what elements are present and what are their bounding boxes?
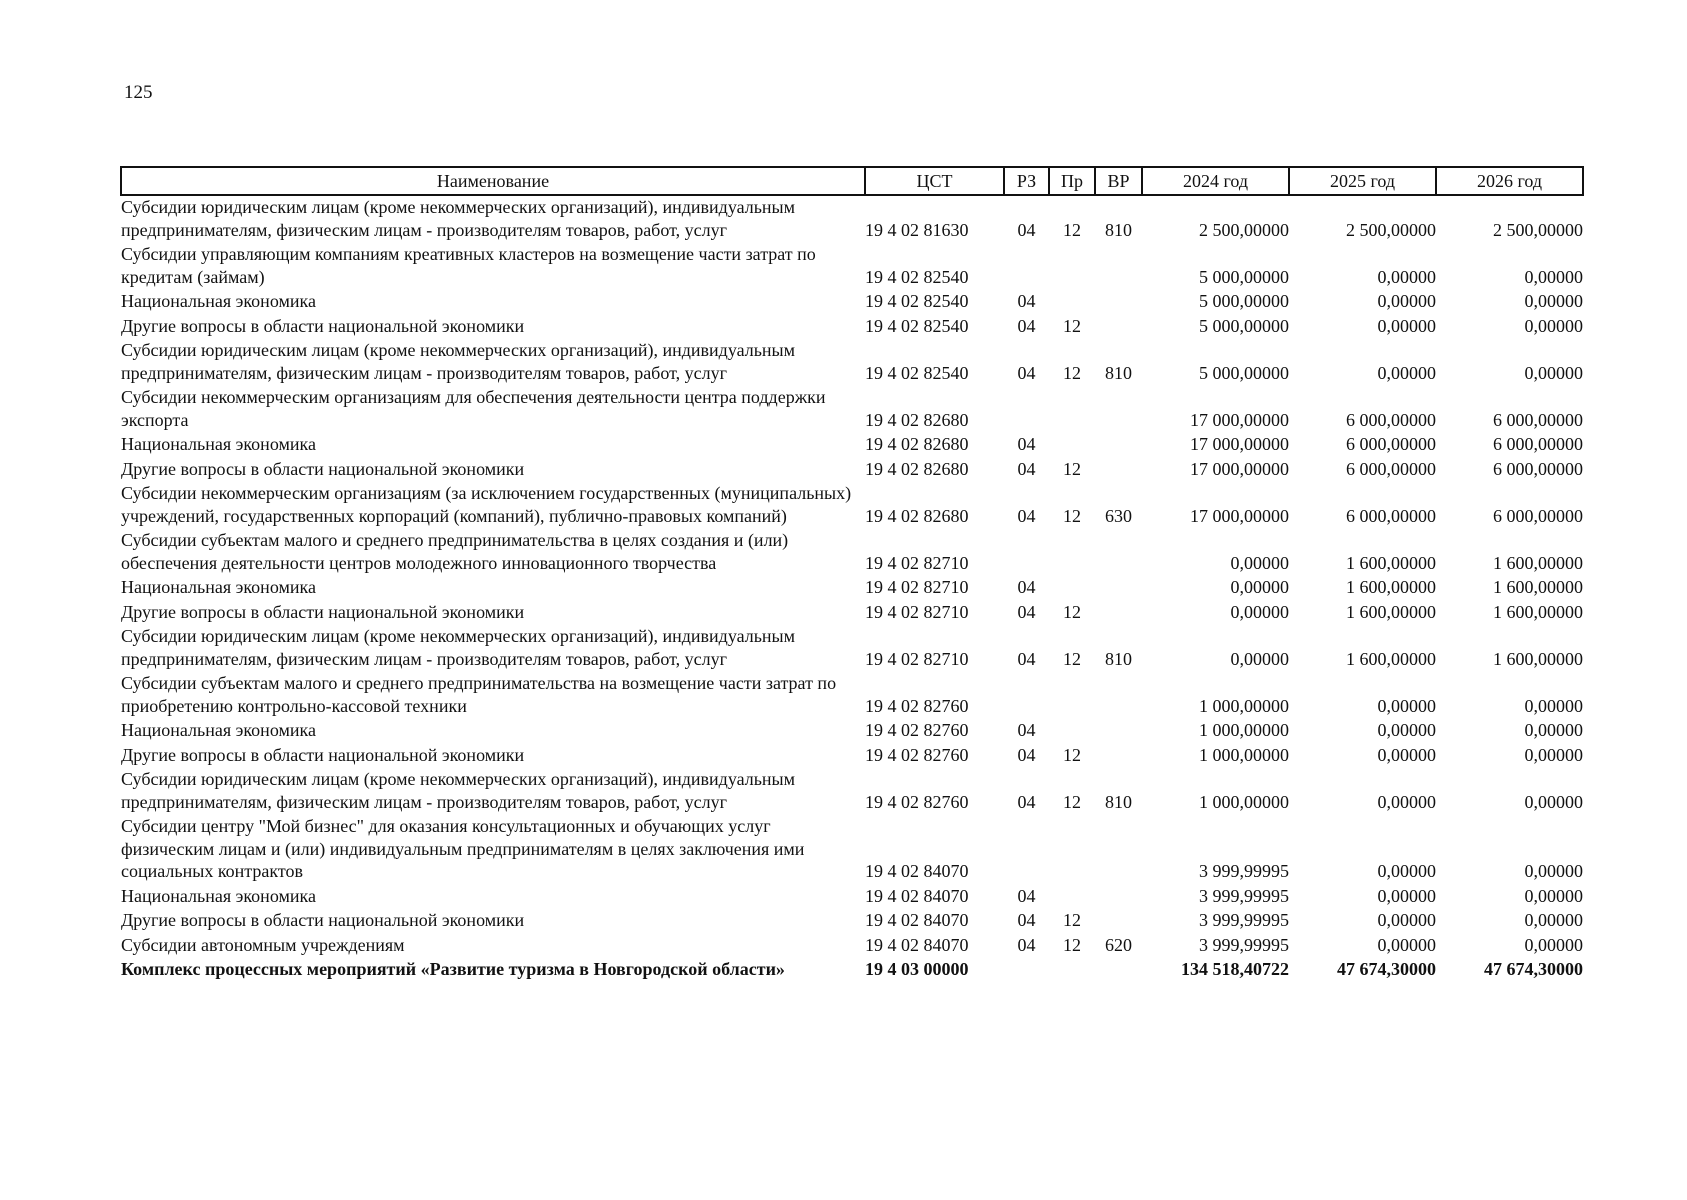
- cell-vr: 630: [1105, 505, 1132, 526]
- table-row: [121, 672, 1583, 719]
- cell-2026: 47 674,30000: [1484, 959, 1583, 979]
- table-row: [121, 576, 1583, 601]
- cell-2025: 2 500,00000: [1346, 219, 1436, 240]
- cell-vr: [1095, 958, 1142, 983]
- cell-rz: 04: [1017, 362, 1036, 383]
- cell-pr: 12: [1063, 791, 1081, 812]
- cell-vr: [1095, 529, 1142, 576]
- cell-2026: 6 000,00000: [1493, 434, 1583, 454]
- cell-rz: 04: [1017, 744, 1036, 765]
- cell-pr: 12: [1063, 362, 1081, 383]
- cell-2026: 2 500,00000: [1493, 219, 1583, 240]
- header-vr: ВР: [1095, 167, 1142, 195]
- cell-vr: [1095, 433, 1142, 458]
- cell-2025: 1 600,00000: [1346, 648, 1436, 669]
- cell-2025: 0,00000: [1377, 934, 1436, 955]
- cell-vr: [1095, 672, 1142, 719]
- cell-vr: 810: [1105, 791, 1132, 812]
- cell-name: Субсидии автономным учреждениям: [121, 934, 405, 955]
- cell-2024: 17 000,00000: [1190, 409, 1289, 430]
- cell-pr: 12: [1063, 458, 1081, 479]
- cell-rz: 04: [1017, 219, 1036, 240]
- cell-rz: [1004, 529, 1049, 576]
- cell-2026: 0,00000: [1524, 291, 1583, 311]
- table-row: [121, 719, 1583, 744]
- cell-vr: [1095, 885, 1142, 910]
- cell-vr: 810: [1105, 219, 1132, 240]
- table-row: [121, 601, 1583, 626]
- cell-name: Другие вопросы в области национальной экономики: [121, 458, 525, 479]
- cell-cst: 19 4 02 84070: [865, 885, 969, 906]
- cell-2026: 0,00000: [1524, 791, 1583, 812]
- cell-name: Национальная экономика: [121, 291, 316, 311]
- cell-name: Субсидии управляющим компаниям креативных кластеров на возмещение части затрат по кредитам (займам): [121, 244, 816, 287]
- cell-2024: 134 518,40722: [1181, 959, 1289, 979]
- cell-2024: 5 000,00000: [1199, 291, 1289, 311]
- cell-2024: 3 999,99995: [1199, 934, 1289, 955]
- cell-2025: 6 000,00000: [1346, 409, 1436, 430]
- cell-vr: [1095, 744, 1142, 769]
- cell-name: Субсидии центру "Мой бизнес" для оказания консультационных и обучающих услуг физическим лицам и (или) индивидуальным предпринимателям в целях заключения ими социальных контрактов: [121, 816, 805, 881]
- cell-pr: [1049, 885, 1095, 910]
- cell-pr: [1049, 576, 1095, 601]
- cell-pr: 12: [1063, 505, 1081, 526]
- cell-2025: 0,00000: [1377, 720, 1436, 740]
- cell-2024: 5 000,00000: [1199, 266, 1289, 287]
- header-2024: 2024 год: [1142, 167, 1289, 195]
- cell-cst: 19 4 02 82760: [865, 695, 969, 716]
- cell-2026: 6 000,00000: [1493, 458, 1583, 479]
- cell-2024: 3 999,99995: [1199, 910, 1289, 930]
- cell-2025: 0,00000: [1377, 315, 1436, 336]
- cell-cst: 19 4 02 84070: [865, 934, 969, 955]
- cell-vr: 620: [1105, 934, 1132, 955]
- cell-cst: 19 4 02 82710: [865, 552, 969, 573]
- cell-cst: 19 4 02 82710: [865, 601, 969, 622]
- cell-pr: [1049, 433, 1095, 458]
- cell-2024: 5 000,00000: [1199, 315, 1289, 336]
- cell-2026: 0,00000: [1524, 362, 1583, 383]
- cell-vr: [1095, 909, 1142, 934]
- page-number: 125: [124, 82, 153, 103]
- cell-pr: 12: [1063, 315, 1081, 336]
- cell-2025: 6 000,00000: [1346, 434, 1436, 454]
- cell-2024: 1 000,00000: [1199, 744, 1289, 765]
- table-row: [121, 885, 1583, 910]
- cell-2025: 0,00000: [1377, 791, 1436, 812]
- cell-cst: 19 4 02 82760: [865, 791, 969, 812]
- cell-name: Другие вопросы в области национальной экономики: [121, 744, 525, 765]
- cell-2025: 0,00000: [1377, 885, 1436, 906]
- cell-rz: 04: [1017, 934, 1036, 955]
- cell-rz: 04: [1017, 910, 1036, 930]
- cell-2024: 17 000,00000: [1190, 458, 1289, 479]
- cell-vr: [1095, 315, 1142, 340]
- table-row: [121, 433, 1583, 458]
- cell-2025: 0,00000: [1377, 362, 1436, 383]
- cell-rz: 04: [1017, 577, 1036, 597]
- cell-cst: 19 4 02 82680: [865, 434, 969, 454]
- cell-2025: 0,00000: [1377, 695, 1436, 716]
- table-row: [121, 958, 1583, 983]
- table-row: [121, 482, 1583, 529]
- cell-pr: [1049, 672, 1095, 719]
- cell-name: Национальная экономика: [121, 885, 316, 906]
- cell-2025: 0,00000: [1377, 744, 1436, 765]
- cell-2025: 1 600,00000: [1346, 601, 1436, 622]
- cell-rz: [1004, 672, 1049, 719]
- cell-cst: 19 4 02 81630: [865, 219, 969, 240]
- cell-vr: 810: [1105, 648, 1132, 669]
- cell-2024: 2 500,00000: [1199, 219, 1289, 240]
- cell-rz: 04: [1017, 791, 1036, 812]
- cell-pr: [1049, 243, 1095, 290]
- cell-rz: 04: [1017, 885, 1036, 906]
- cell-pr: [1049, 290, 1095, 315]
- cell-name: Субсидии субъектам малого и среднего предпринимательства в целях создания и (или) обеспечения деятельности центров молодежного инновационного творчества: [121, 530, 789, 573]
- cell-2024: 5 000,00000: [1199, 362, 1289, 383]
- cell-name: Другие вопросы в области национальной экономики: [121, 910, 525, 930]
- table-row: [121, 386, 1583, 433]
- cell-pr: [1049, 958, 1095, 983]
- cell-pr: 12: [1063, 648, 1081, 669]
- cell-rz: 04: [1017, 315, 1036, 336]
- cell-name: Национальная экономика: [121, 577, 316, 597]
- cell-2026: 0,00000: [1524, 744, 1583, 765]
- cell-rz: 04: [1017, 291, 1036, 311]
- cell-pr: 12: [1063, 934, 1081, 955]
- table-row: [121, 815, 1583, 885]
- cell-name: Субсидии субъектам малого и среднего предпринимательства на возмещение части затрат по приобретению контрольно-кассовой техники: [121, 673, 837, 716]
- cell-vr: [1095, 719, 1142, 744]
- cell-2026: 0,00000: [1524, 266, 1583, 287]
- cell-name: Субсидии юридическим лицам (кроме некоммерческих организаций), индивидуальным предпринимателям, физическим лицам - производителям товаров, работ, услуг: [121, 340, 796, 383]
- cell-vr: [1095, 386, 1142, 433]
- cell-2024: 3 999,99995: [1199, 861, 1289, 881]
- cell-2026: 0,00000: [1524, 885, 1583, 906]
- budget-table: [120, 166, 1584, 983]
- cell-name: Субсидии юридическим лицам (кроме некоммерческих организаций), индивидуальным предпринимателям, физическим лицам - производителям товаров, работ, услуг: [121, 197, 796, 240]
- table-row: [121, 625, 1583, 672]
- cell-cst: 19 4 02 82680: [865, 409, 969, 430]
- cell-rz: 04: [1017, 648, 1036, 669]
- cell-name: Национальная экономика: [121, 720, 316, 740]
- cell-pr: 12: [1063, 910, 1081, 930]
- table-row: [121, 339, 1583, 386]
- cell-name: Другие вопросы в области национальной экономики: [121, 315, 525, 336]
- cell-2024: 1 000,00000: [1199, 695, 1289, 716]
- cell-2025: 0,00000: [1377, 291, 1436, 311]
- cell-name: Другие вопросы в области национальной экономики: [121, 601, 525, 622]
- cell-2025: 47 674,30000: [1337, 959, 1436, 979]
- table-row: [121, 195, 1583, 243]
- cell-2024: 3 999,99995: [1199, 885, 1289, 906]
- table-row: [121, 934, 1583, 959]
- cell-pr: [1049, 386, 1095, 433]
- cell-pr: [1049, 815, 1095, 885]
- cell-cst: 19 4 02 82540: [865, 315, 969, 336]
- cell-pr: [1049, 529, 1095, 576]
- cell-cst: 19 4 02 82680: [865, 458, 969, 479]
- cell-2026: 0,00000: [1524, 934, 1583, 955]
- cell-vr: [1095, 290, 1142, 315]
- table-row: [121, 243, 1583, 290]
- header-2026: 2026 год: [1436, 167, 1583, 195]
- header-name: Наименование: [121, 167, 865, 195]
- cell-2024: 0,00000: [1230, 577, 1289, 597]
- cell-cst: 19 4 02 84070: [865, 861, 969, 881]
- table-row: [121, 768, 1583, 815]
- cell-vr: [1095, 815, 1142, 885]
- cell-name: Национальная экономика: [121, 434, 316, 454]
- cell-name: Субсидии некоммерческим организациям для обеспечения деятельности центра поддержки экспорта: [121, 387, 826, 430]
- cell-2026: 6 000,00000: [1493, 505, 1583, 526]
- cell-2024: 1 000,00000: [1199, 720, 1289, 740]
- cell-cst: 19 4 02 82760: [865, 720, 969, 740]
- cell-cst: 19 4 03 00000: [865, 959, 969, 979]
- cell-pr: 12: [1063, 744, 1081, 765]
- header-pr: Пр: [1049, 167, 1095, 195]
- cell-2026: 1 600,00000: [1493, 552, 1583, 573]
- cell-2026: 1 600,00000: [1493, 577, 1583, 597]
- cell-vr: [1095, 576, 1142, 601]
- cell-2025: 0,00000: [1377, 266, 1436, 287]
- cell-name: Субсидии юридическим лицам (кроме некоммерческих организаций), индивидуальным предпринимателям, физическим лицам - производителям товаров, работ, услуг: [121, 769, 796, 812]
- cell-rz: [1004, 958, 1049, 983]
- cell-rz: 04: [1017, 601, 1036, 622]
- cell-2025: 1 600,00000: [1346, 577, 1436, 597]
- table-row: [121, 529, 1583, 576]
- cell-2026: 0,00000: [1524, 695, 1583, 716]
- cell-pr: [1049, 719, 1095, 744]
- cell-2024: 0,00000: [1230, 648, 1289, 669]
- cell-rz: [1004, 386, 1049, 433]
- cell-2025: 6 000,00000: [1346, 458, 1436, 479]
- cell-2026: 1 600,00000: [1493, 648, 1583, 669]
- cell-2024: 0,00000: [1230, 552, 1289, 573]
- cell-cst: 19 4 02 82540: [865, 266, 969, 287]
- cell-2024: 1 000,00000: [1199, 791, 1289, 812]
- cell-2026: 1 600,00000: [1493, 601, 1583, 622]
- cell-2024: 17 000,00000: [1190, 434, 1289, 454]
- cell-cst: 19 4 02 82540: [865, 291, 969, 311]
- cell-rz: 04: [1017, 458, 1036, 479]
- cell-cst: 19 4 02 84070: [865, 910, 969, 930]
- cell-cst: 19 4 02 82760: [865, 744, 969, 765]
- cell-2026: 0,00000: [1524, 720, 1583, 740]
- cell-rz: 04: [1017, 434, 1036, 454]
- table-body: [121, 195, 1583, 983]
- cell-2026: 6 000,00000: [1493, 409, 1583, 430]
- table-row: [121, 909, 1583, 934]
- header-rz: РЗ: [1004, 167, 1049, 195]
- cell-rz: [1004, 815, 1049, 885]
- cell-2024: 0,00000: [1230, 601, 1289, 622]
- header-2025: 2025 год: [1289, 167, 1436, 195]
- cell-2026: 0,00000: [1524, 861, 1583, 881]
- table-row: [121, 744, 1583, 769]
- cell-cst: 19 4 02 82540: [865, 362, 969, 383]
- cell-rz: [1004, 243, 1049, 290]
- cell-2025: 1 600,00000: [1346, 552, 1436, 573]
- table-row: [121, 458, 1583, 483]
- cell-2025: 6 000,00000: [1346, 505, 1436, 526]
- table-row: [121, 315, 1583, 340]
- cell-cst: 19 4 02 82710: [865, 648, 969, 669]
- cell-rz: 04: [1017, 505, 1036, 526]
- cell-vr: [1095, 601, 1142, 626]
- cell-name: Субсидии некоммерческим организациям (за исключением государственных (муниципальных) учреждений, государственных корпораций (компаний), публично-правовых компаний): [121, 483, 852, 526]
- table-header-row: [121, 167, 1583, 195]
- cell-cst: 19 4 02 82710: [865, 577, 969, 597]
- cell-2024: 17 000,00000: [1190, 505, 1289, 526]
- cell-cst: 19 4 02 82680: [865, 505, 969, 526]
- cell-vr: [1095, 243, 1142, 290]
- cell-2026: 0,00000: [1524, 910, 1583, 930]
- cell-vr: [1095, 458, 1142, 483]
- cell-2025: 0,00000: [1377, 861, 1436, 881]
- cell-name: Субсидии юридическим лицам (кроме некоммерческих организаций), индивидуальным предпринимателям, физическим лицам - производителям товаров, работ, услуг: [121, 626, 796, 669]
- cell-vr: 810: [1105, 362, 1132, 383]
- cell-pr: 12: [1063, 219, 1081, 240]
- cell-name: Комплекс процессных мероприятий «Развитие туризма в Новгородской области»: [121, 959, 785, 979]
- cell-2026: 0,00000: [1524, 315, 1583, 336]
- table-row: [121, 290, 1583, 315]
- header-cst: ЦСТ: [865, 167, 1004, 195]
- cell-2025: 0,00000: [1377, 910, 1436, 930]
- cell-rz: 04: [1017, 720, 1036, 740]
- cell-pr: 12: [1063, 601, 1081, 622]
